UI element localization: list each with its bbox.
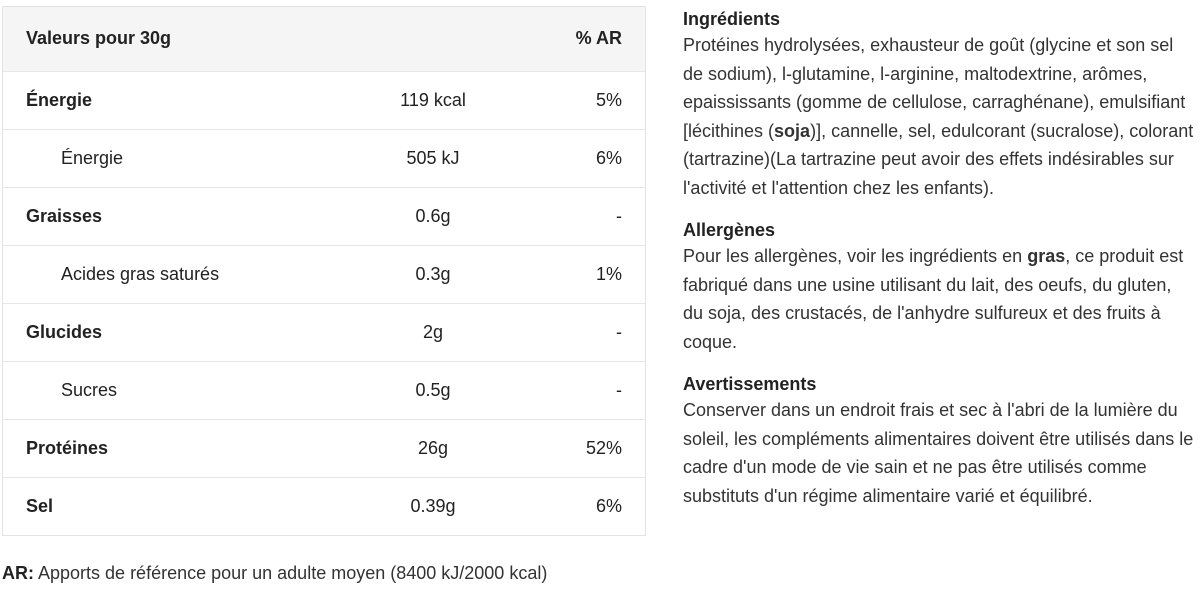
warnings-section	[683, 373, 1195, 510]
row-name: Protéines	[3, 419, 333, 477]
row-value: 2g	[333, 303, 533, 361]
allergens-text	[683, 242, 1195, 356]
table-row	[3, 71, 645, 129]
allergens-text-part: Pour les allergènes, voir les ingrédients en	[683, 246, 1028, 266]
header-ar: % AR	[533, 7, 645, 71]
row-ar: -	[533, 361, 645, 419]
row-value: 0.39g	[410, 495, 456, 516]
warnings-text: Conserver dans un endroit frais et sec à l'abri de la lumière du soleil, les compléments alimentaires doivent être utilisés dans le cadre d'un mode de vie sain et ne pas être utilisés comme substituts d'un régime alimentaire varié et équilibré.	[683, 400, 1194, 506]
ingredients-text-part: )], cannelle, sel, edulcorant (sucralose), colorant (tartrazine)(La tartrazine peut avoir des effets indésirables sur l'activité et l'attention chez les enfants).	[683, 120, 1194, 198]
row-ar: -	[533, 303, 645, 361]
row-value: 0.3g	[333, 245, 533, 303]
row-value: 119 kcal	[333, 71, 533, 129]
table-row	[3, 187, 645, 245]
ingredients-heading: Ingrédients	[683, 9, 781, 29]
allergens-heading: Allergènes	[683, 220, 776, 240]
footnote-label: AR:	[2, 563, 34, 583]
row-ar: 6%	[533, 129, 645, 187]
row-name: Énergie	[3, 71, 333, 129]
ingredients-allergen-bold: soja	[774, 120, 811, 141]
row-ar: 52%	[533, 419, 645, 477]
table-body	[3, 71, 645, 535]
table-row	[3, 303, 645, 361]
row-value: 26g	[333, 419, 533, 477]
row-ar: -	[533, 187, 645, 245]
row-ar: 5%	[533, 71, 645, 129]
product-info	[683, 8, 1195, 527]
table-row	[3, 245, 645, 303]
row-name: Énergie	[3, 129, 333, 187]
row-ar: 1%	[533, 245, 645, 303]
allergens-text-part: , ce produit est fabriqué dans une usine utilisant du lait, des oeufs, du gluten, du soja, des crustacés, de l'anhydre sulfureux et des fruits à coque.	[683, 246, 1184, 352]
row-name: Graisses	[3, 187, 333, 245]
table-row	[3, 419, 645, 477]
allergens-section	[683, 219, 1195, 356]
table-header-row	[3, 7, 645, 71]
table-row	[3, 129, 645, 187]
table-row	[3, 361, 645, 419]
row-value: 0.6g	[333, 187, 533, 245]
allergens-bold-word: gras	[1027, 246, 1066, 266]
row-name: Glucides	[3, 303, 333, 361]
footnote-text: Apports de référence pour un adulte moyen (8400 kJ/2000 kcal)	[34, 563, 548, 583]
row-value: 0.5g	[333, 361, 533, 419]
row-name: Sucres	[3, 361, 333, 419]
row-ar: 6%	[595, 495, 622, 516]
row-name: Acides gras saturés	[3, 245, 333, 303]
warnings-heading: Avertissements	[683, 374, 817, 394]
row-name: Sel	[26, 495, 54, 516]
nutrition-table	[2, 6, 646, 536]
header-name: Valeurs pour 30g	[3, 7, 333, 71]
reference-intake-footnote	[2, 563, 547, 584]
table-row	[3, 477, 645, 535]
row-value: 505 kJ	[333, 129, 533, 187]
ingredients-text-part: Protéines hydrolysées, exhausteur de goût (glycine et son sel de sodium), l-glutamine, l-arginine, maltodextrine, arômes, epaississants (gomme de cellulose, carraghénane), emulsifiant [lécithines (	[683, 35, 1186, 141]
header-value	[333, 7, 533, 71]
ingredients-section	[683, 8, 1195, 202]
ingredients-text	[683, 31, 1195, 202]
